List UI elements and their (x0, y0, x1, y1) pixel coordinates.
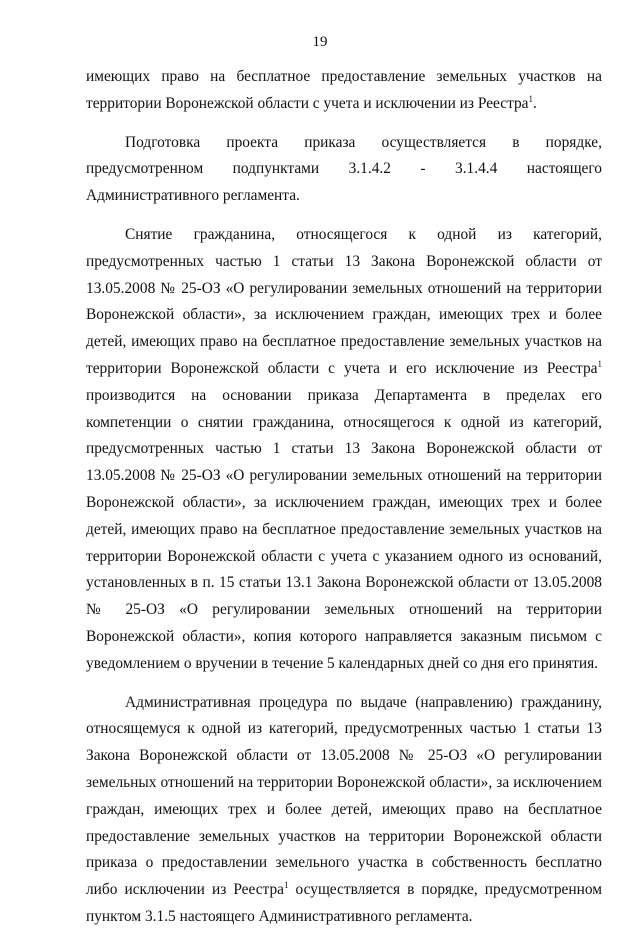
paragraph-text: осуществляется в порядке, предусмотренном пунктом 3.1.5 настоящего Административного регламента. (86, 881, 602, 925)
paragraph-text: Административная процедура по выдаче (направлению) гражданину, относящемуся к одной из категорий, предусмотренных частью 1 статьи 13 Закона Воронежской области от 13.05.2008 № 25-ОЗ «О регулировании земельных отношений на территории Воронежской области», за исключением граждан, имеющих трех и более детей, имеющих право на бесплатное предоставление земельных участков на территории Воронежской области приказа о предоставлении земельного участка в собственность бесплатно либо исключении из Реестра (86, 693, 602, 899)
footnote-marker: 1 (528, 93, 534, 104)
paragraph (86, 222, 602, 678)
footnote-marker: 1 (284, 880, 289, 891)
paragraph-text: производится на основании приказа Департамента в пределах его компетенции о снятии гражданина, относящегося к одной из категорий, предусмотренных частью 1 статьи 13 Закона Воронежской области от 13.05.2008 № 25-ОЗ «О регулировании земельных отношений на территории Воронежской области», за исключением граждан, имеющих трех и более детей, имеющих право на бесплатное предоставление земельных участков на территории Воронежской области с учета с указанием одного из оснований, установленных в п. 15 статьи 13.1 Закона Воронежской области от 13.05.2008 № 25-ОЗ «О регулировании земельных отношений на территории Воронежской области», копия которого направляется заказным письмом с уведомлением о вручении в течение 5 календарных дней со дня его принятия. (86, 386, 602, 672)
footnote-marker: 1 (597, 358, 602, 369)
document-body (86, 64, 602, 943)
paragraph-text: Подготовка проекта приказа осуществляется в порядке, предусмотренном подпунктами 3.1.4.2 - 3.1.4.4 настоящего Административного регламента. (86, 133, 602, 205)
paragraph-text: имеющих право на бесплатное предоставление земельных участков на территории Воронежской области с учета и исключении из Реестра (86, 68, 602, 112)
paragraph (86, 130, 602, 210)
page-number: 19 (312, 34, 328, 50)
paragraph (86, 690, 602, 931)
paragraph-continuation (86, 64, 602, 118)
paragraph-text: . (533, 94, 537, 112)
paragraph-text: Снятие гражданина, относящегося к одной из категорий, предусмотренных частью 1 статьи 13 Закона Воронежской области от 13.05.2008 № 25-ОЗ «О регулировании земельных отношений на территории Воронежской области», за исключением граждан, имеющих трех и более детей, имеющих право на бесплатное предоставление земельных участков на территории Воронежской области с учета и его исключение из Реестра (86, 225, 602, 377)
